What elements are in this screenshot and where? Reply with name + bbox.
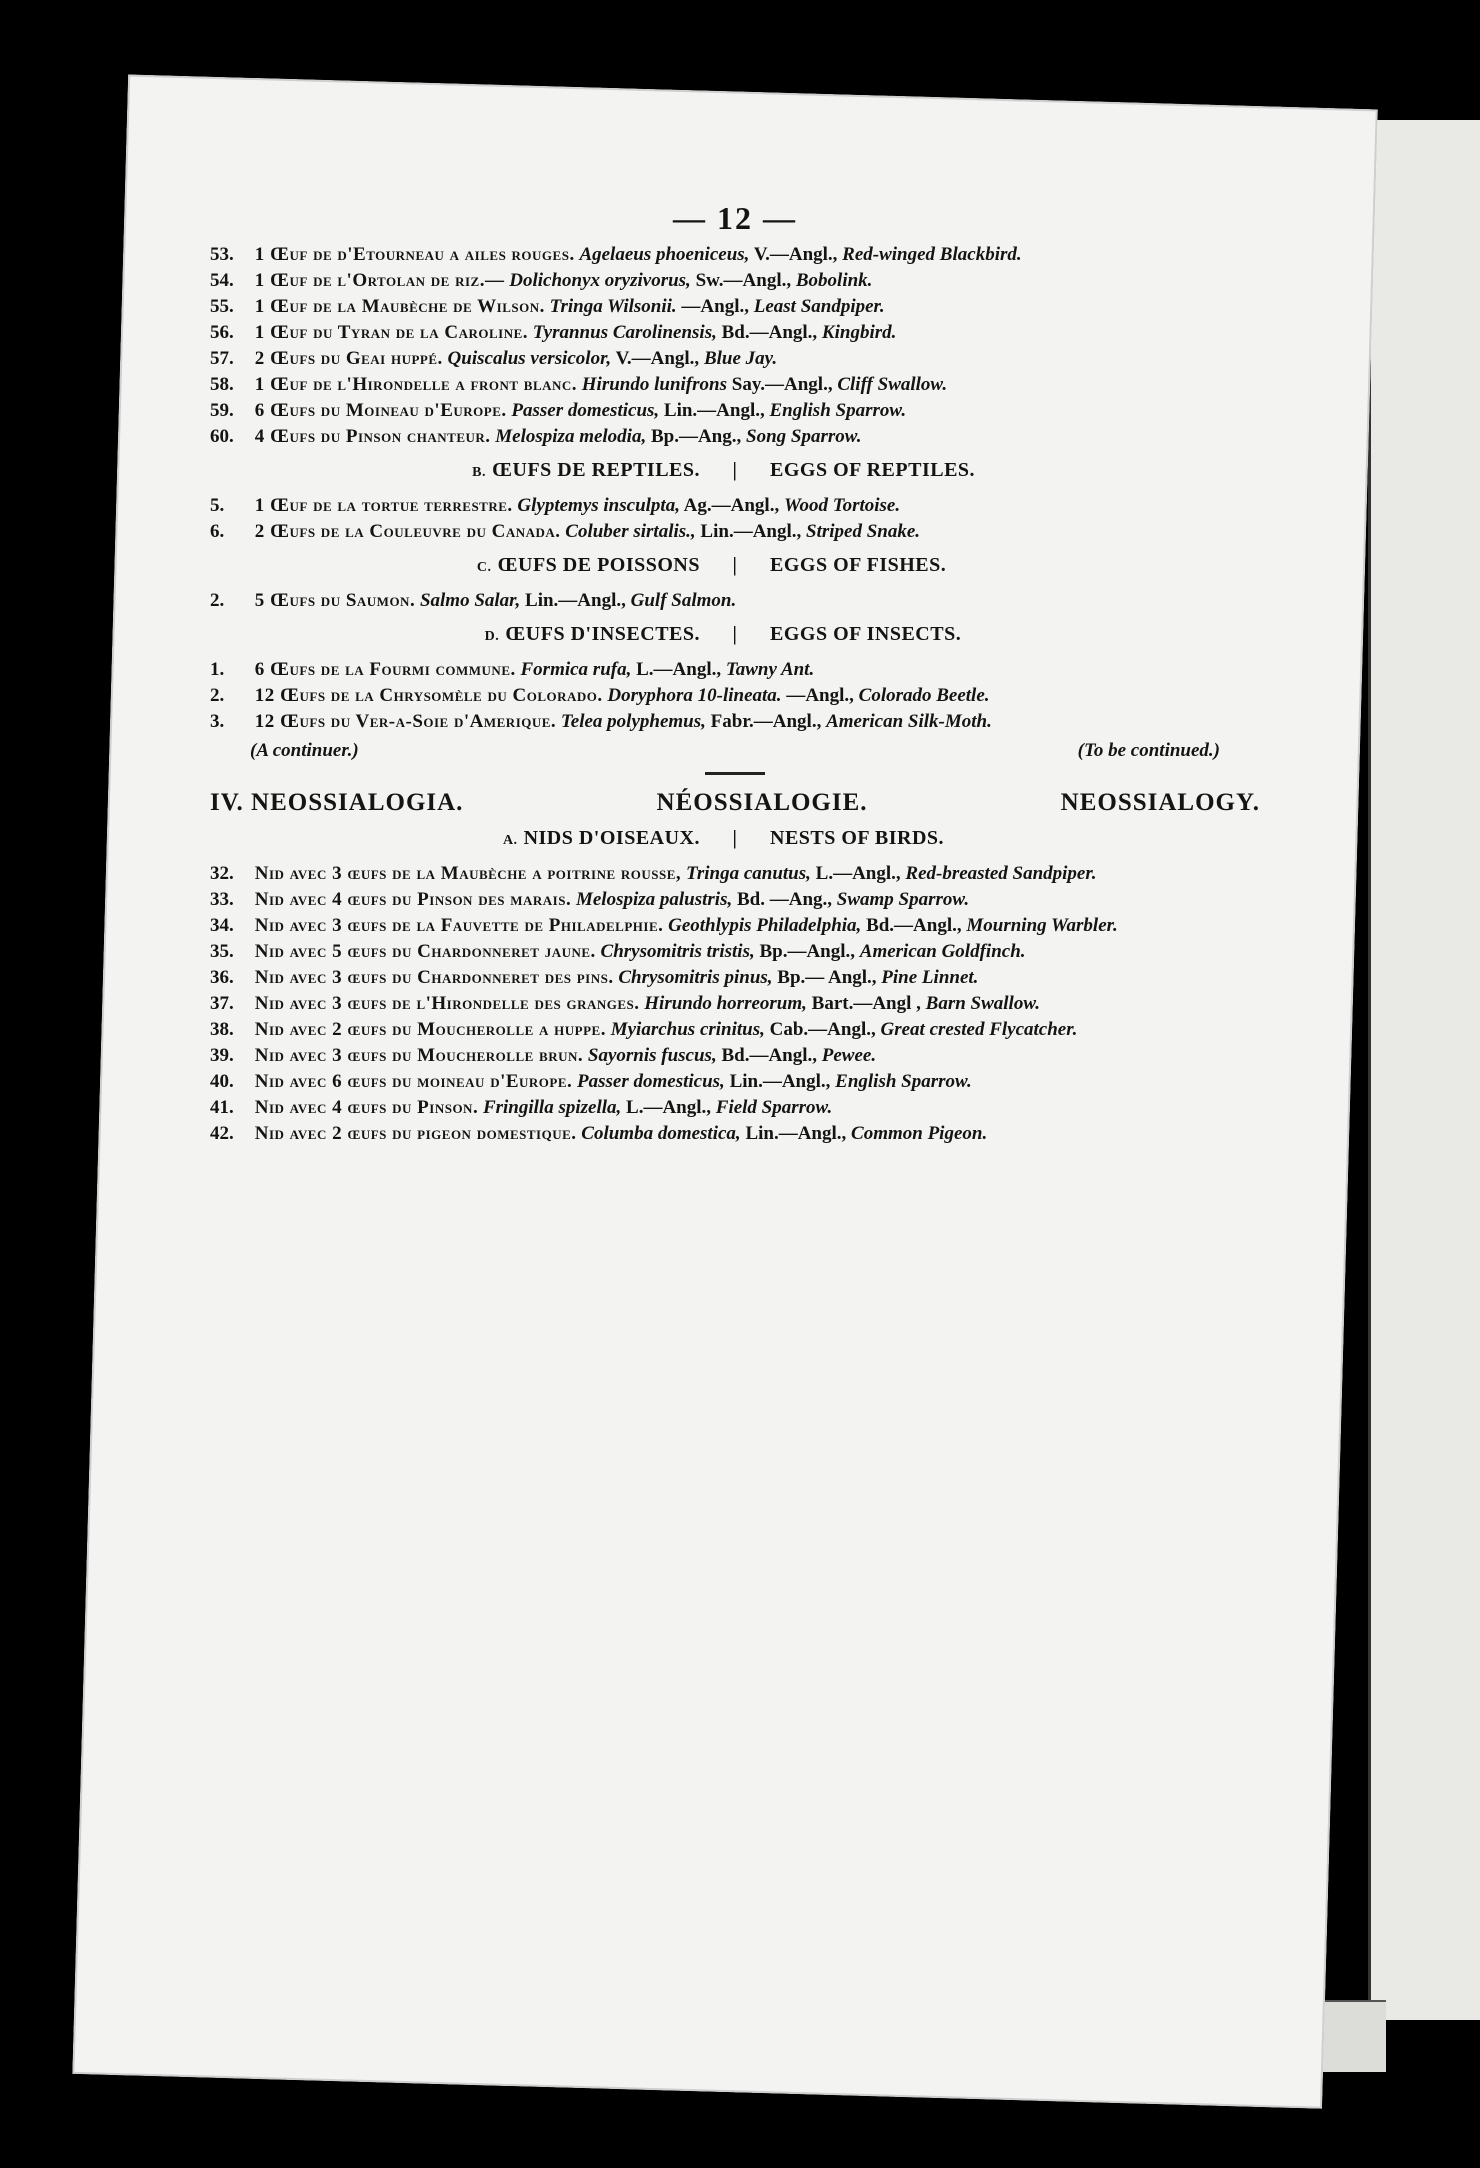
entry-number: 35.	[210, 941, 234, 962]
entry-authority: —Angl.,	[786, 685, 854, 706]
section-separator: |	[732, 827, 738, 849]
neo-title-en: NEOSSIALOGY.	[1060, 789, 1260, 816]
entry-english-name: Red-winged Blackbird.	[842, 244, 1022, 265]
entry-authority: Bd.—Angl.,	[721, 1045, 818, 1066]
neo-title-fr: NÉOSSIALOGIE.	[656, 789, 868, 816]
catalog-entry	[210, 1018, 1260, 1042]
entry-english-name: Bobolink.	[795, 270, 873, 291]
entry-latin-name: Hirundo lunifrons	[581, 374, 727, 395]
entry-authority: Cab.—Angl.,	[769, 1019, 876, 1040]
section-title-en: NESTS OF BIRDS.	[770, 827, 945, 849]
catalog-entry	[210, 862, 1260, 886]
entry-number: 42.	[210, 1123, 234, 1144]
entry-number: 37.	[210, 993, 234, 1014]
entry-authority: Lin.—Angl.,	[729, 1071, 831, 1092]
fishes-list	[210, 589, 1260, 613]
catalog-entry	[210, 494, 1260, 518]
entry-latin-name: Tyrannus Carolinensis,	[532, 322, 717, 343]
catalog-entry	[210, 295, 1260, 319]
section-divider	[705, 772, 765, 775]
section-title-en: EGGS OF REPTILES.	[770, 459, 976, 481]
catalog-entry	[210, 321, 1260, 345]
catalog-entry	[210, 684, 1260, 708]
nests-list	[210, 862, 1260, 1146]
entry-number: 40.	[210, 1071, 234, 1092]
entry-french-name: Nid avec 4 œufs du Pinson des marais.	[254, 889, 572, 910]
catalog-entry	[210, 425, 1260, 449]
entry-french-name: Nid avec 4 œufs du Pinson.	[254, 1097, 479, 1118]
entry-french-name: 5 Œufs du Saumon.	[254, 590, 416, 611]
entry-authority: Lin.—Angl.,	[745, 1123, 847, 1144]
entry-number: 32.	[210, 863, 234, 884]
entry-authority: Say.—Angl.,	[731, 374, 833, 395]
catalog-entry	[210, 1044, 1260, 1068]
entry-french-name: 1 Œuf du Tyran de la Caroline.	[254, 322, 529, 343]
catalog-entry	[210, 399, 1260, 423]
entry-latin-name: Glyptemys insculpta,	[517, 495, 680, 516]
entry-english-name: Colorado Beetle.	[858, 685, 990, 706]
entry-latin-name: Chrysomitris tristis,	[600, 941, 755, 962]
entry-english-name: Red-breasted Sandpiper.	[905, 863, 1097, 884]
section-letter: D.	[484, 629, 500, 644]
entry-french-name: 6 Œufs de la Fourmi commune.	[254, 659, 516, 680]
catalog-entry	[210, 1096, 1260, 1120]
entry-latin-name: Tringa canutus,	[685, 863, 811, 884]
entry-english-name: Striped Snake.	[806, 521, 921, 542]
catalog-entry	[210, 520, 1260, 544]
entry-authority: Fabr.—Angl.,	[710, 711, 822, 732]
catalog-entry	[210, 1070, 1260, 1094]
entry-number: 38.	[210, 1019, 234, 1040]
entry-english-name: Kingbird.	[821, 322, 897, 343]
section-heading-insects	[210, 623, 1260, 646]
entry-number: 2.	[210, 685, 225, 706]
entry-french-name: 1 Œuf de d'Etourneau a ailes rouges.	[254, 244, 575, 265]
entry-english-name: Blue Jay.	[703, 348, 778, 369]
catalog-entry	[210, 658, 1260, 682]
entry-english-name: Common Pigeon.	[851, 1123, 988, 1144]
entry-number: 6.	[210, 521, 225, 542]
entry-french-name: Nid avec 3 œufs du Moucherolle brun.	[254, 1045, 584, 1066]
entry-english-name: Barn Swallow.	[925, 993, 1041, 1014]
entry-english-name: Pine Linnet.	[881, 967, 979, 988]
adjacent-page-edge	[1368, 120, 1480, 2020]
entry-french-name: 2 Œufs du Geai huppé.	[254, 348, 443, 369]
neossialogy-title	[210, 789, 1260, 817]
entry-number: 33.	[210, 889, 234, 910]
entry-english-name: Swamp Sparrow.	[836, 889, 970, 910]
section-heading-reptiles	[210, 459, 1260, 482]
catalog-entry	[210, 992, 1260, 1016]
continued-en: (To be continued.)	[1077, 740, 1220, 761]
entry-number: 55.	[210, 296, 234, 317]
entry-number: 53.	[210, 244, 234, 265]
entry-authority: —Angl.,	[681, 296, 749, 317]
catalog-entry	[210, 888, 1260, 912]
entry-french-name: Nid avec 3 œufs de l'Hirondelle des granges.	[254, 993, 640, 1014]
entry-english-name: Pewee.	[821, 1045, 877, 1066]
entry-english-name: English Sparrow.	[769, 400, 907, 421]
catalog-entry	[210, 269, 1260, 293]
entry-french-name: 1 Œuf de l'Hirondelle a front blanc.	[254, 374, 578, 395]
entry-number: 41.	[210, 1097, 234, 1118]
section-title-en: EGGS OF INSECTS.	[770, 623, 962, 645]
entry-french-name: 12 Œufs du Ver-a-Soie d'Amerique.	[254, 711, 557, 732]
section-title-en: EGGS OF FISHES.	[770, 554, 947, 576]
entry-authority: Lin.—Angl.,	[700, 521, 802, 542]
entry-english-name: English Sparrow.	[835, 1071, 972, 1092]
entry-authority: Bd.—Angl.,	[866, 915, 962, 936]
catalog-entry	[210, 243, 1260, 267]
entry-french-name: Nid avec 2 œufs du pigeon domestique.	[254, 1123, 577, 1144]
entry-english-name: Tawny Ant.	[725, 659, 815, 680]
entry-authority: Lin.—Angl.,	[663, 400, 765, 421]
section-letter: C.	[476, 560, 492, 575]
entry-french-name: Nid avec 3 œufs du Chardonneret des pins.	[254, 967, 614, 988]
entry-authority: Bp.— Angl.,	[777, 967, 877, 988]
neo-title-latin: IV. NEOSSIALOGIA.	[210, 789, 464, 816]
entry-latin-name: Geothlypis Philadelphia,	[668, 915, 862, 936]
section-heading-nests	[210, 827, 1260, 850]
entry-latin-name: Melospiza melodia,	[495, 426, 647, 447]
entry-english-name: Great crested Flycatcher.	[880, 1019, 1078, 1040]
entry-number: 59.	[210, 400, 234, 421]
entry-authority: V.—Angl.,	[615, 348, 700, 369]
entry-authority: Bd.—Angl.,	[721, 322, 818, 343]
section-letter: A.	[502, 833, 518, 848]
catalog-entry	[210, 589, 1260, 613]
entry-english-name: Mourning Warbler.	[966, 915, 1118, 936]
entry-number: 54.	[210, 270, 234, 291]
catalog-entry	[210, 914, 1260, 938]
entry-english-name: Least Sandpiper.	[753, 296, 885, 317]
entry-number: 34.	[210, 915, 234, 936]
entry-french-name: Nid avec 3 œufs de la Maubèche a poitrine rousse,	[254, 863, 682, 884]
entry-number: 39.	[210, 1045, 234, 1066]
entry-french-name: 2 Œufs de la Couleuvre du Canada.	[254, 521, 561, 542]
entry-authority: L.—Angl.,	[626, 1097, 712, 1118]
entry-authority: Ag.—Angl.,	[683, 495, 780, 516]
entry-latin-name: Quiscalus versicolor,	[447, 348, 612, 369]
entry-latin-name: Doryphora 10-lineata.	[607, 685, 782, 706]
entry-number: 36.	[210, 967, 234, 988]
entry-latin-name: Formica rufa,	[520, 659, 632, 680]
entry-latin-name: Passer domesticus,	[577, 1071, 725, 1092]
page-content	[210, 200, 1260, 1148]
entry-latin-name: Chrysomitris pinus,	[618, 967, 773, 988]
insects-list	[210, 658, 1260, 734]
entry-french-name: 1 Œuf de l'Ortolan de riz.—	[254, 270, 505, 291]
entry-number: 58.	[210, 374, 234, 395]
section-letter: B.	[472, 465, 486, 480]
entry-latin-name: Myiarchus crinitus,	[610, 1019, 765, 1040]
entry-english-name: Wood Tortoise.	[783, 495, 901, 516]
entry-latin-name: Dolichonyx oryzivorus,	[509, 270, 691, 291]
section-heading-fishes	[210, 554, 1260, 577]
entry-number: 3.	[210, 711, 225, 732]
entry-latin-name: Fringilla spizella,	[482, 1097, 622, 1118]
catalog-entry	[210, 710, 1260, 734]
page-number: — 12 —	[673, 200, 797, 236]
continued-fr: (A continuer.)	[250, 740, 359, 761]
birds-eggs-list	[210, 243, 1260, 449]
entry-french-name: Nid avec 3 œufs de la Fauvette de Philadelphie.	[254, 915, 664, 936]
entry-authority: Sw.—Angl.,	[695, 270, 792, 291]
entry-latin-name: Passer domesticus,	[511, 400, 660, 421]
entry-english-name: Field Sparrow.	[715, 1097, 833, 1118]
entry-number: 57.	[210, 348, 234, 369]
catalog-entry	[210, 940, 1260, 964]
entry-authority: V.—Angl.,	[753, 244, 838, 265]
entry-number: 5.	[210, 495, 225, 516]
entry-authority: Bp.—Ang.,	[650, 426, 742, 447]
entry-latin-name: Agelaeus phoeniceus,	[579, 244, 750, 265]
catalog-entry	[210, 373, 1260, 397]
section-title-fr: ŒUFS DE REPTILES.	[492, 459, 700, 481]
section-separator: |	[732, 554, 738, 576]
entry-authority: Bart.—Angl ,	[811, 993, 921, 1014]
entry-latin-name: Melospiza palustris,	[575, 889, 733, 910]
entry-authority: Lin.—Angl.,	[525, 590, 626, 611]
section-separator: |	[732, 459, 738, 481]
entry-latin-name: Telea polyphemus,	[560, 711, 706, 732]
entry-french-name: Nid avec 5 œufs du Chardonneret jaune.	[254, 941, 596, 962]
entry-french-name: Nid avec 6 œufs du moineau d'Europe.	[254, 1071, 573, 1092]
entry-latin-name: Tringa Wilsonii.	[549, 296, 677, 317]
entry-authority: L.—Angl.,	[815, 863, 901, 884]
entry-latin-name: Hirundo horreorum,	[644, 993, 807, 1014]
entry-english-name: American Silk-Moth.	[826, 711, 992, 732]
entry-english-name: American Goldfinch.	[859, 941, 1026, 962]
section-title-fr: NIDS D'OISEAUX.	[523, 827, 700, 849]
catalog-entry	[210, 1122, 1260, 1146]
entry-latin-name: Sayornis fuscus,	[587, 1045, 717, 1066]
entry-latin-name: Coluber sirtalis.,	[565, 521, 696, 542]
section-separator: |	[732, 623, 738, 645]
continued-notes	[250, 740, 1220, 762]
entry-french-name: 1 Œuf de la tortue terrestre.	[254, 495, 513, 516]
section-title-fr: ŒUFS DE POISSONS	[497, 554, 700, 576]
entry-french-name: 1 Œuf de la Maubèche de Wilson.	[254, 296, 545, 317]
reptiles-list	[210, 494, 1260, 544]
entry-french-name: Nid avec 2 œufs du Moucherolle a huppe.	[254, 1019, 606, 1040]
entry-latin-name: Columba domestica,	[581, 1123, 741, 1144]
section-title-fr: ŒUFS D'INSECTES.	[505, 623, 700, 645]
entry-latin-name: Salmo Salar,	[419, 590, 521, 611]
entry-number: 56.	[210, 322, 234, 343]
entry-number: 60.	[210, 426, 234, 447]
entry-number: 2.	[210, 590, 225, 611]
entry-french-name: 4 Œufs du Pinson chanteur.	[254, 426, 491, 447]
entry-authority: Bd. —Ang.,	[736, 889, 833, 910]
entry-authority: L.—Angl.,	[636, 659, 722, 680]
catalog-entry	[210, 966, 1260, 990]
entry-english-name: Gulf Salmon.	[630, 590, 737, 611]
entry-authority: Bp.—Angl.,	[759, 941, 856, 962]
entry-english-name: Song Sparrow.	[746, 426, 862, 447]
entry-number: 1.	[210, 659, 225, 680]
entry-french-name: 12 Œufs de la Chrysomèle du Colorado.	[254, 685, 603, 706]
entry-french-name: 6 Œufs du Moineau d'Europe.	[254, 400, 507, 421]
catalog-entry	[210, 347, 1260, 371]
entry-english-name: Cliff Swallow.	[837, 374, 948, 395]
